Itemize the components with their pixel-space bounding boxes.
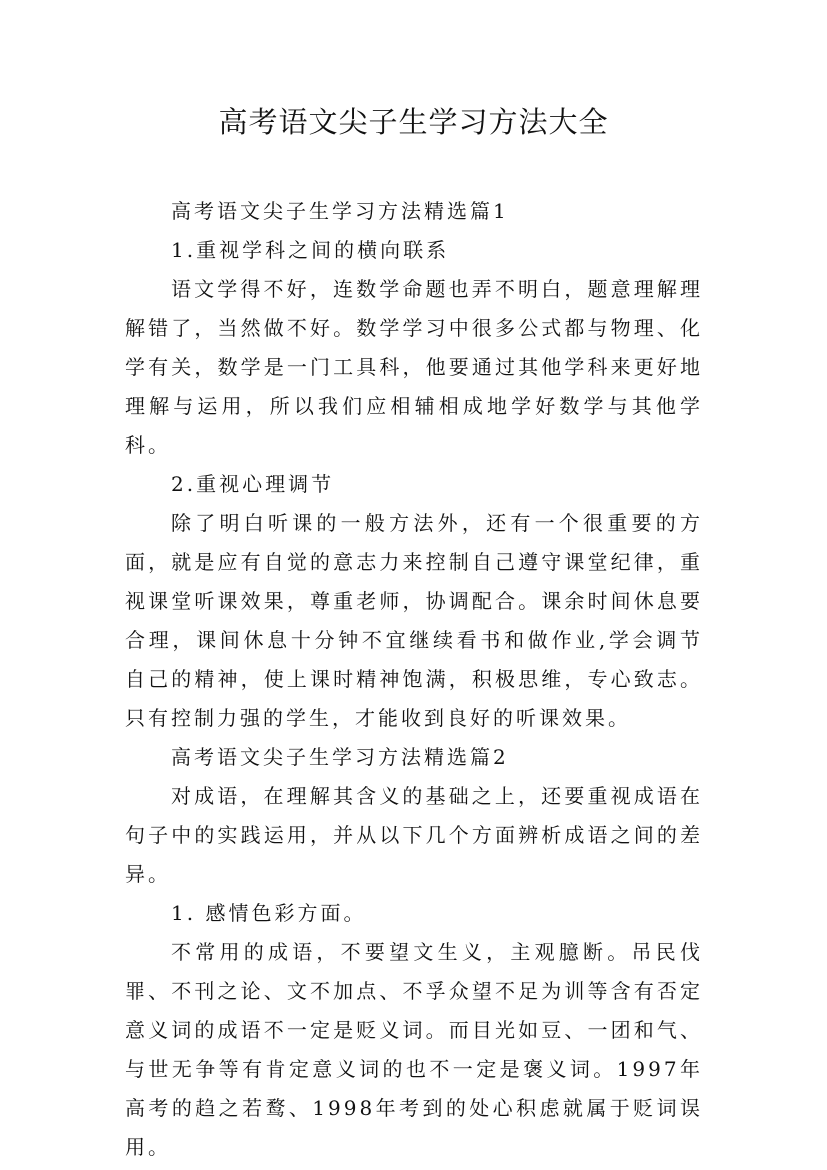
- document-body: [125, 192, 703, 1167]
- section-heading-1: 高考语文尖子生学习方法精选篇1: [171, 199, 509, 223]
- document-title: 高考语文尖子生学习方法大全: [218, 105, 609, 139]
- subheading-emotional-color: 1. 感情色彩方面。: [171, 901, 367, 925]
- subheading-psychological-adjustment: 2.重视心理调节: [171, 472, 335, 496]
- paragraph-listening-method: 除了明白听课的一般方法外，还有一个很重要的方面，就是应有自觉的意志力来控制自己遵守课堂纪律，重视课堂听课效果，尊重老师，协调配合。课余时间休息要合理，课间休息十分钟不宜继续看书和做作业,学会调节自己的精神，使上课时精神饱满，积极思维，专心致志。只有控制力强的学生，才能收到良好的听课效果。: [125, 511, 703, 730]
- paragraph-subject-links: 语文学得不好，连数学命题也弄不明白，题意理解理解错了，当然做不好。数学学习中很多公式都与物理、化学有关，数学是一门工具科，他要通过其他学科来更好地理解与运用，所以我们应相辅相成地学好数学与其他学科。: [125, 277, 703, 457]
- section-heading-2: 高考语文尖子生学习方法精选篇2: [171, 745, 509, 769]
- paragraph-idiom-examples: 不常用的成语，不要望文生义，主观臆断。吊民伐罪、不刊之论、文不加点、不孚众望不足为训等含有否定意义词的成语不一定是贬义词。而目光如豆、一团和气、与世无争等有肯定意义词的也不一定是褒义词。1997年高考的趋之若鹜、1998年考到的处心积虑就属于贬词误用。: [125, 940, 703, 1159]
- paragraph-idioms-intro: 对成语，在理解其含义的基础之上，还要重视成语在句子中的实践运用，并从以下几个方面辨析成语之间的差异。: [125, 784, 703, 886]
- subheading-horizontal-links: 1.重视学科之间的横向联系: [171, 238, 450, 262]
